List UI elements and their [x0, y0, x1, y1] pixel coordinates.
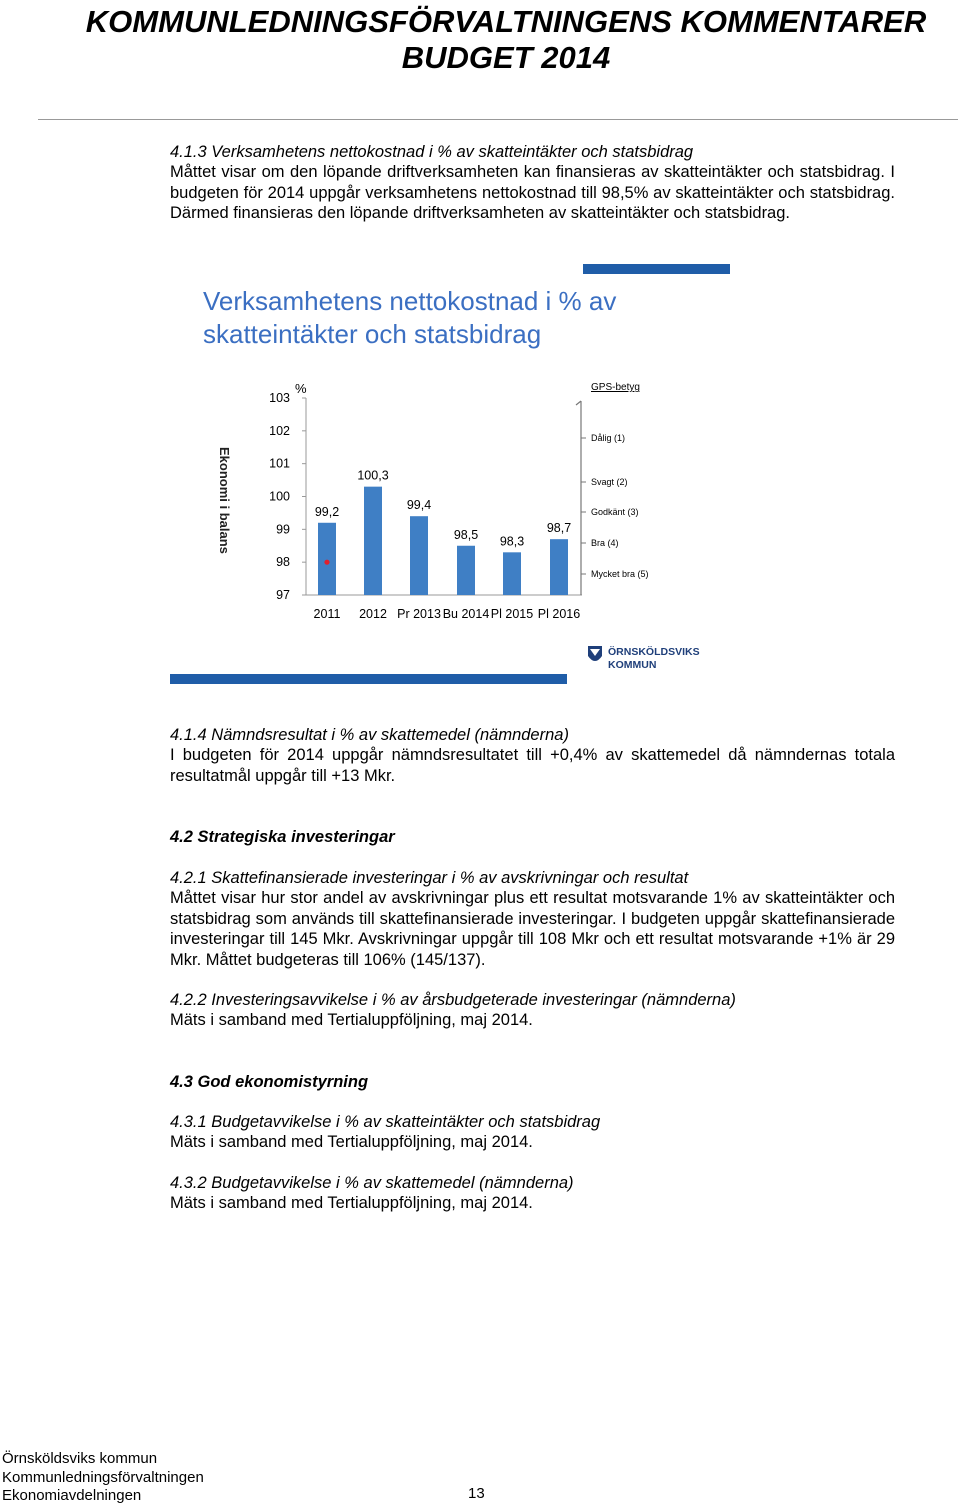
- section-heading: 4.3.2 Budgetavvikelse i % av skattemedel (nämnderna): [170, 1174, 574, 1192]
- chart-bottom-band: [170, 674, 567, 684]
- section-body: Mäts i samband med Tertialuppföljning, maj 2014.: [170, 1011, 533, 1030]
- section-4-3-2: [170, 1173, 895, 1214]
- section-4-2-1: [170, 868, 895, 970]
- section-heading: 4.1.4 Nämndsresultat i % av skattemedel (nämnderna): [170, 726, 569, 744]
- x-tick-label: Pr 2013: [397, 607, 441, 621]
- header-title-line1: KOMMUNLEDNINGSFÖRVALTNINGENS KOMMENTARER: [85, 4, 927, 39]
- section-body: Måttet visar hur stor andel av avskrivningar plus ett resultat motsvarande 1% av skatteintäkter och statsbidrag som används till skattefinansierade investeringar. I budgeten uppgår skattefinansierade investeringar till 145 Mkr. Avskrivningar uppgår till 108 Mkr och ett resultat motsvarande +1% är 29 Mkr. Måttet budgeteras till 106% (145/137).: [170, 889, 895, 969]
- logo-text-line1: ÖRNSKÖLDSVIKS: [608, 646, 700, 658]
- header-divider: [38, 119, 958, 120]
- section-heading: 4.2.2 Investeringsavvikelse i % av årsbudgeterade investeringar (nämnderna): [170, 991, 736, 1009]
- x-tick-label: 2011: [313, 607, 341, 621]
- section-4-2-2: [170, 990, 895, 1031]
- footer-line1: Örnsköldsviks kommun: [2, 1450, 158, 1467]
- header-title-line2: BUDGET 2014: [401, 40, 611, 75]
- section-heading: 4.3.1 Budgetavvikelse i % av skatteintäkter och statsbidrag: [170, 1113, 601, 1131]
- bar-pl-2015: [503, 552, 521, 595]
- grade-label: Bra (4): [591, 538, 619, 548]
- bar-value-label: 98,3: [499, 534, 525, 549]
- y-tick-label: 101: [269, 456, 290, 471]
- y-tick-label: 98: [276, 555, 290, 570]
- y-tick-label: 102: [269, 423, 290, 438]
- x-tick-label: 2012: [359, 607, 387, 621]
- section-heading: 4.2.1 Skattefinansierade investeringar i % av avskrivningar och resultat: [170, 869, 689, 887]
- page-number: 13: [468, 1485, 485, 1502]
- y-tick-label: 99: [276, 522, 290, 537]
- bar-value-label: 100,3: [357, 468, 389, 483]
- target-marker: [324, 560, 329, 565]
- x-tick-label: Pl 2016: [537, 607, 581, 621]
- x-tick-label: Bu 2014: [442, 607, 490, 621]
- section-body: I budgeten för 2014 uppgår nämndsresultatet till +0,4% av skattemedel då nämndernas totala resultatmål uppgår till +13 Mkr.: [170, 746, 895, 785]
- page-header: [0, 4, 960, 76]
- logo-text-line2: KOMMUN: [608, 659, 657, 671]
- bar-value-label: 99,2: [314, 504, 340, 519]
- chart-side-label: Ekonomi i balans: [217, 447, 232, 554]
- bar-pr-2013: [410, 516, 428, 595]
- page-footer: [2, 1450, 204, 1506]
- bar-bu-2014: [457, 546, 475, 595]
- section-4-1-3: [170, 142, 895, 224]
- y-tick-label: 103: [269, 391, 290, 405]
- bar-value-label: 99,4: [406, 498, 432, 513]
- grade-label: Mycket bra (5): [591, 569, 649, 579]
- bar-value-label: 98,7: [546, 521, 572, 536]
- chart-title-line1: Verksamhetens nettokostnad i % av: [203, 286, 617, 316]
- grade-label: Dålig (1): [591, 433, 626, 443]
- grade-label: Svagt (2): [591, 477, 628, 487]
- nettokostnad-chart: [170, 264, 730, 684]
- section-body: Mäts i samband med Tertialuppföljning, maj 2014.: [170, 1194, 533, 1213]
- bar-pl-2016: [550, 539, 568, 595]
- y-tick-label: 97: [276, 588, 290, 602]
- chart-y-unit: %: [295, 381, 307, 396]
- chart-top-band: [583, 264, 730, 274]
- section-4-2-heading: 4.2 Strategiska investeringar: [170, 828, 395, 846]
- bar-2012: [364, 487, 382, 595]
- grade-title: GPS-betyg: [591, 382, 640, 393]
- y-tick-label: 100: [269, 489, 290, 504]
- bar-2011: [318, 523, 336, 595]
- section-4-3-1: [170, 1112, 895, 1153]
- section-4-1-4: [170, 725, 895, 786]
- footer-line3: Ekonomiavdelningen: [2, 1487, 142, 1504]
- section-body: Mäts i samband med Tertialuppföljning, maj 2014.: [170, 1133, 533, 1152]
- footer-line2: Kommunledningsförvaltningen: [2, 1468, 204, 1486]
- bar-value-label: 98,5: [453, 527, 479, 542]
- section-body: Måttet visar om den löpande driftverksamheten kan finansieras av skatteintäkter och statsbidrag. I budgeten för 2014 uppgår verksamhetens nettokostnad till 98,5% av skatteintäkter och statsbidrag. Därmed finansieras den löpande driftverksamheten av skatteintäkter och statsbidrag.: [170, 163, 895, 223]
- x-tick-label: Pl 2015: [490, 607, 534, 621]
- chart-title-line2: skatteintäkter och statsbidrag: [203, 319, 542, 349]
- section-4-3-heading: 4.3 God ekonomistyrning: [170, 1073, 369, 1091]
- grade-label: Godkänt (3): [591, 507, 639, 517]
- section-heading: 4.1.3 Verksamhetens nettokostnad i % av skatteintäkter och statsbidrag: [170, 143, 694, 161]
